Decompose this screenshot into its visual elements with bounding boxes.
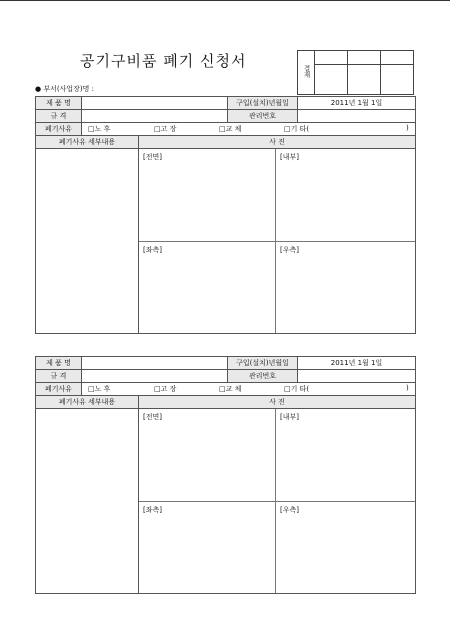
spec-label: 규 격 [36,370,82,383]
approval-cell [315,51,348,65]
photo-front[interactable] [139,409,276,502]
product-name-label: 제 품 명 [36,357,82,370]
photo-front[interactable] [139,149,276,242]
reason-option-other[interactable]: □기 타( [284,125,310,133]
photo-header: 사 진 [139,396,416,409]
approval-box [297,50,414,95]
photo-header: 사 진 [139,136,416,149]
spec-field[interactable] [82,370,228,383]
photo-left-label: [좌측] [143,246,162,254]
photo-inside[interactable] [276,149,415,242]
purchase-date-label: 구입(설치)년월일 [228,357,298,370]
photo-left-label: [좌측] [143,506,162,514]
photo-front-label: [전면] [143,153,162,161]
spec-field[interactable] [82,110,228,123]
approval-label [298,51,315,95]
photo-area [139,149,416,334]
reason-option-replacement[interactable]: □교 체 [219,125,242,133]
reason-option-other[interactable]: □기 타( [284,385,310,393]
purchase-date-label: 구입(설치)년월일 [228,97,298,110]
disposal-reason-label: 폐기사유 [36,383,82,396]
detail-reason-header: 폐기사유 세부내용 [36,136,139,149]
photo-right[interactable] [276,502,415,594]
reason-option-other-close: ) [406,124,409,132]
approval-label-text: 결재 [302,64,311,78]
photo-inside[interactable] [276,409,415,502]
photo-right-label: [우측] [280,246,299,254]
reason-option-replacement[interactable]: □교 체 [219,385,242,393]
product-name-field[interactable] [82,97,228,110]
reason-option-other-close: ) [406,384,409,392]
reason-option-aging[interactable]: □노 후 [88,385,111,393]
photo-inside-label: [내부] [280,153,299,161]
disposal-form-2 [35,356,416,594]
disposal-reason-label: 폐기사유 [36,123,82,136]
top-rule [0,0,450,1]
photo-right-label: [우측] [280,506,299,514]
management-number-label: 관리번호 [228,110,298,123]
purchase-date-value[interactable]: 2011년 1월 1일 [298,97,416,110]
management-number-field[interactable] [298,110,416,123]
photo-left[interactable] [139,242,276,334]
approval-sign-cell [381,65,414,95]
disposal-reason-options [82,383,416,396]
department-label: ● 부서(사업장)명 : [35,85,94,93]
photo-front-label: [전면] [143,413,162,421]
photo-right[interactable] [276,242,415,334]
document-title: 공기구비품 폐기 신청서 [80,52,247,70]
reason-option-aging[interactable]: □노 후 [88,125,111,133]
reason-option-breakdown[interactable]: □고 장 [154,125,177,133]
detail-reason-field[interactable] [36,149,139,334]
reason-option-breakdown[interactable]: □고 장 [154,385,177,393]
product-name-label: 제 품 명 [36,97,82,110]
detail-reason-header: 폐기사유 세부내용 [36,396,139,409]
approval-cell [381,51,414,65]
management-number-label: 관리번호 [228,370,298,383]
spec-label: 규 격 [36,110,82,123]
approval-cell [348,51,381,65]
approval-sign-cell [348,65,381,95]
photo-inside-label: [내부] [280,413,299,421]
disposal-reason-options [82,123,416,136]
photo-left[interactable] [139,502,276,594]
product-name-field[interactable] [82,357,228,370]
management-number-field[interactable] [298,370,416,383]
detail-reason-field[interactable] [36,409,139,594]
disposal-form-1 [35,96,416,334]
approval-sign-cell [315,65,348,95]
purchase-date-value[interactable]: 2011년 1월 1일 [298,357,416,370]
photo-area [139,409,416,594]
